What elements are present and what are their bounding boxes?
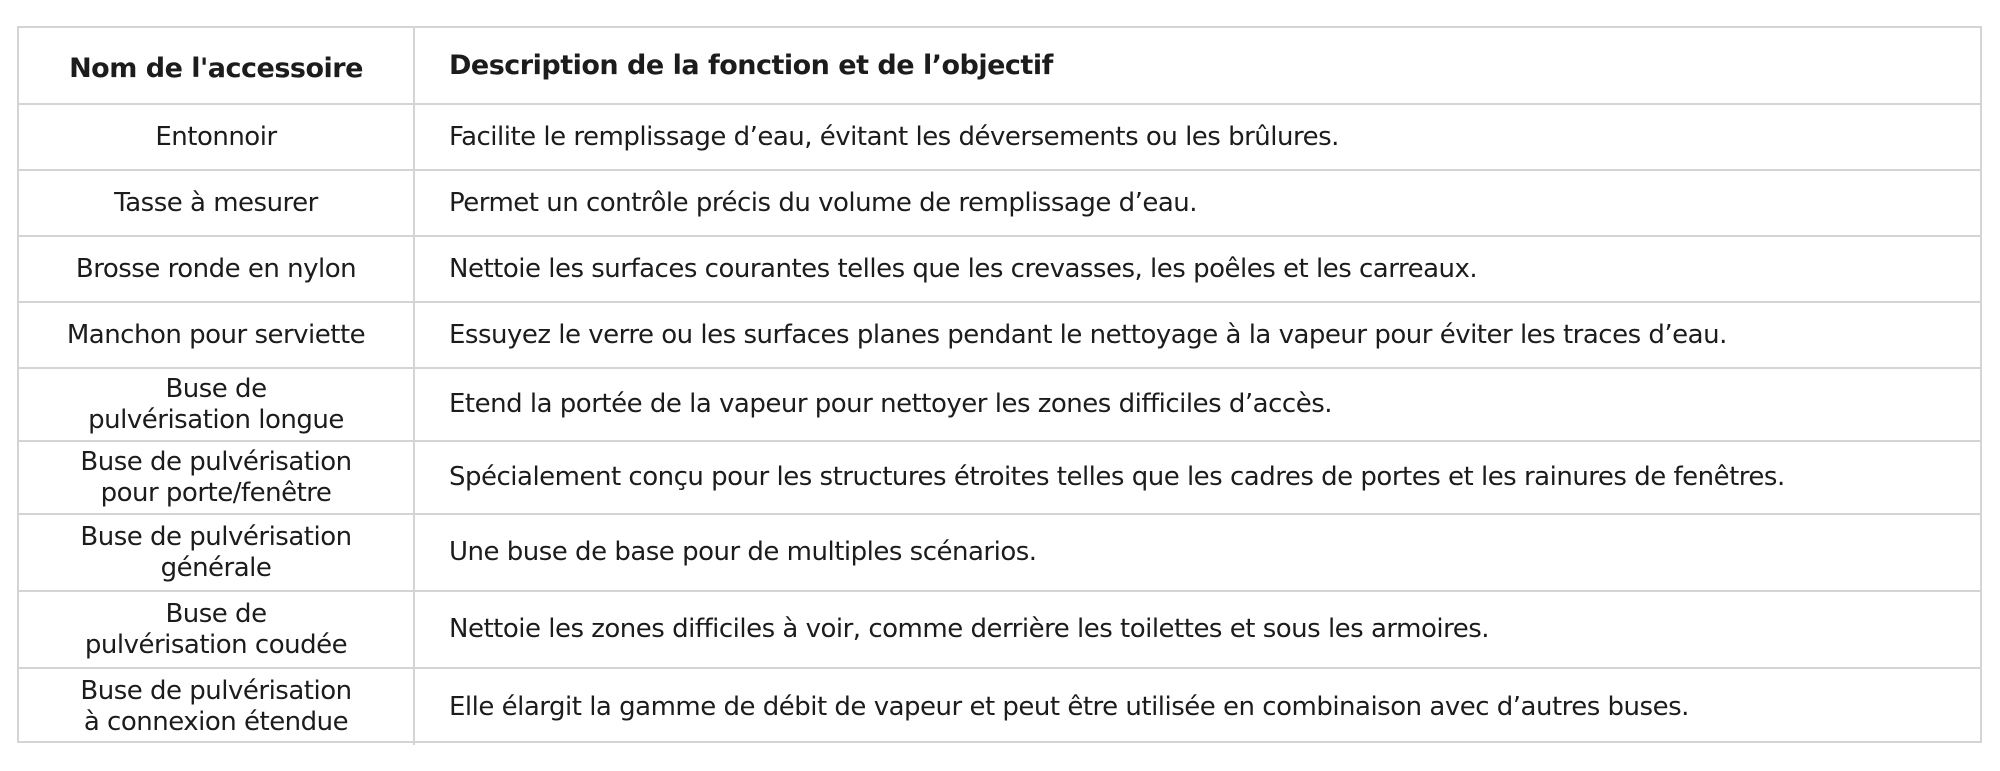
accessory-description: Facilite le remplissage d’eau, évitant les déversements ou les brûlures. [414,104,1980,170]
accessory-name-line: Buse de pulvérisation [80,676,352,706]
column-header-name: Nom de l'accessoire [19,28,414,104]
table-row [19,104,1980,170]
table-row [19,514,1980,591]
accessory-name-line: pulvérisation coudée [84,629,348,660]
accessory-description: Nettoie les zones difficiles à voir, comme derrière les toilettes et sous les armoires. [414,591,1980,668]
accessory-name [19,668,414,745]
accessory-name-line: Buse de [165,598,267,629]
accessory-name [19,236,414,302]
table-row [19,170,1980,236]
accessory-name-line: Brosse ronde en nylon [75,253,357,284]
accessory-name-line: à connexion étendue [83,707,349,737]
accessory-name-line: Buse de [165,373,267,404]
table-row [19,591,1980,668]
accessory-name-line: Entonnoir [155,121,277,152]
accessories-table-container [17,26,1982,743]
table-row [19,302,1980,368]
accessory-name [19,302,414,368]
accessory-description: Elle élargit la gamme de débit de vapeur et peut être utilisée en combinaison avec d’autres buses. [414,668,1980,745]
accessory-name [19,591,414,668]
accessory-name-line: Manchon pour serviette [66,319,366,350]
accessory-name [19,441,414,514]
accessory-description: Etend la portée de la vapeur pour nettoyer les zones difficiles d’accès. [414,368,1980,441]
accessory-name [19,170,414,236]
accessory-name-line: générale [160,552,272,583]
accessory-description: Nettoie les surfaces courantes telles que les crevasses, les poêles et les carreaux. [414,236,1980,302]
accessory-description: Spécialement conçu pour les structures étroites telles que les cadres de portes et les rainures de fenêtres. [414,441,1980,514]
accessory-name-line: pour porte/fenêtre [100,477,332,508]
table-header-row [19,28,1980,104]
accessory-name-line: pulvérisation longue [88,404,344,435]
accessory-name-line: Tasse à mesurer [114,187,318,218]
accessory-name [19,368,414,441]
accessory-description: Une buse de base pour de multiples scénarios. [414,514,1980,591]
accessory-name [19,514,414,591]
table-row [19,668,1980,745]
accessory-description: Permet un contrôle précis du volume de remplissage d’eau. [414,170,1980,236]
accessory-name [19,104,414,170]
table-row [19,236,1980,302]
accessories-table [19,28,1980,745]
accessory-name-line: Buse de pulvérisation [80,446,352,477]
table-row [19,368,1980,441]
column-header-description: Description de la fonction et de l’objectif [414,28,1980,104]
table-row [19,441,1980,514]
accessory-description: Essuyez le verre ou les surfaces planes pendant le nettoyage à la vapeur pour éviter les traces d’eau. [414,302,1980,368]
accessory-name-line: Buse de pulvérisation [80,521,352,552]
